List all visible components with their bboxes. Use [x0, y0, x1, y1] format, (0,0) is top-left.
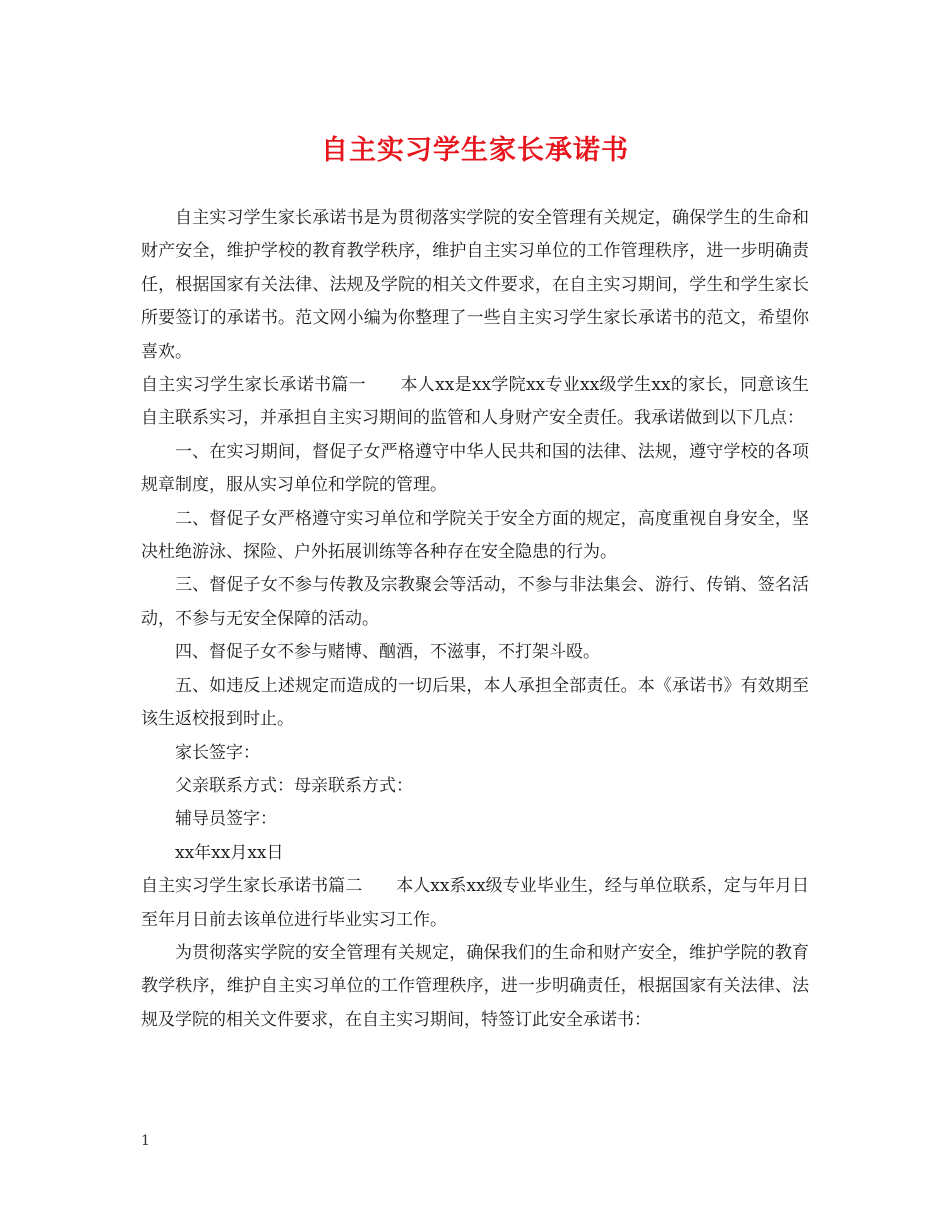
page-number: 1 — [141, 1133, 150, 1149]
paragraph-section-two-body: 为贯彻落实学院的安全管理有关规定，确保我们的生命和财产安全，维护学院的教育教学秩序，维护自主实习单位的工作管理秩序，进一步明确责任，根据国家有关法律、法规及学院的相关文件要求，在自主实习期间，特签订此安全承诺书： — [141, 942, 809, 1030]
paragraph-section-two-heading: 自主实习学生家长承诺书篇二 本人xx系xx级专业毕业生，经与单位联系，定与年月日至年月日前去该单位进行毕业实习工作。 — [141, 876, 809, 930]
paragraph-item-2: 二、督促子女严格遵守实习单位和学院关于安全方面的规定，高度重视自身安全，坚决杜绝游泳、探险、户外拓展训练等各种存在安全隐患的行为。 — [141, 508, 809, 563]
contact-line: 父亲联系方式：母亲联系方式： — [175, 775, 413, 796]
document-title: 自主实习学生家长承诺书 — [321, 135, 629, 166]
paragraph-item-5: 五、如违反上述规定而造成的一切后果，本人承担全部责任。本《承诺书》有效期至该生返校报到时止。 — [141, 675, 809, 730]
document-body — [141, 202, 809, 1037]
date-line: xx年xx月xx日 — [175, 842, 284, 863]
counselor-signature-line: 辅导员签字： — [175, 809, 277, 830]
paragraph-intro: 自主实习学生家长承诺书是为贯彻落实学院的安全管理有关规定，确保学生的生命和财产安全，维护学校的教育教学秩序，维护自主实习单位的工作管理秩序，进一步明确责任，根据国家有关法律、法规及学院的相关文件要求，在自主实习期间，学生和学生家长所要签订的承诺书。范文网小编为你整理了一些自主实习学生家长承诺书的范文，希望你喜欢。 — [141, 208, 809, 362]
paragraph-item-4: 四、督促子女不参与赌博、酗酒，不滋事，不打架斗殴。 — [175, 642, 600, 663]
paragraph-item-1: 一、在实习期间，督促子女严格遵守中华人民共和国的法律、法规，遵守学校的各项规章制度，服从实习单位和学院的管理。 — [141, 441, 809, 496]
paragraph-section-one-heading: 自主实习学生家长承诺书篇一 本人xx是xx学院xx专业xx级学生xx的家长，同意该生自主联系实习，并承担自主实习期间的监管和人身财产安全责任。我承诺做到以下几点： — [141, 375, 809, 429]
paragraph-item-3: 三、督促子女不参与传教及宗教聚会等活动，不参与非法集会、游行、传销、签名活动，不参与无安全保障的活动。 — [141, 575, 809, 629]
parent-signature-line: 家长签字： — [175, 742, 260, 763]
